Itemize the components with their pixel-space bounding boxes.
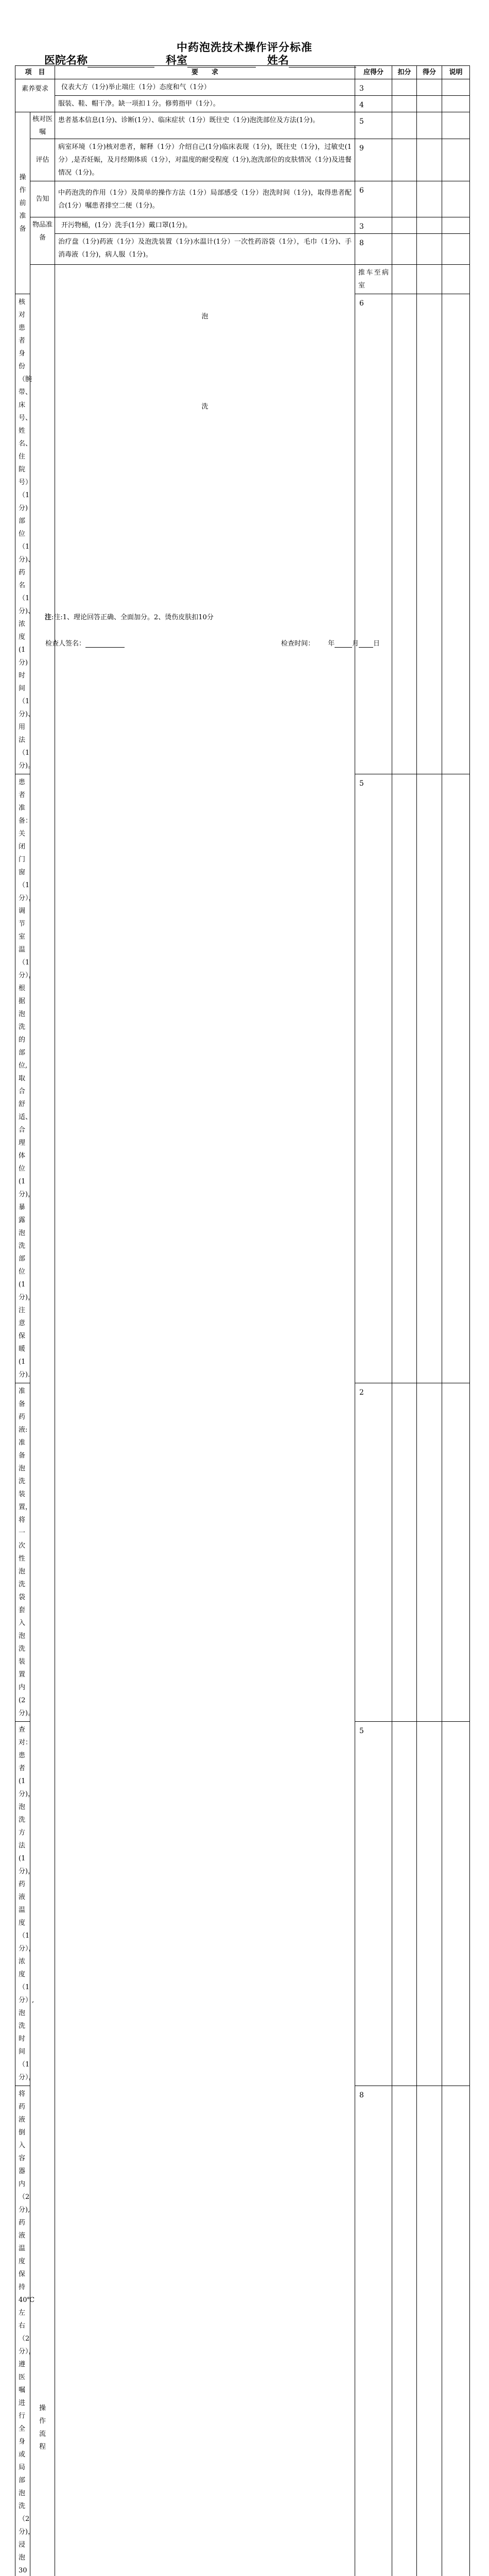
got-cell[interactable]: [417, 181, 442, 217]
got-cell[interactable]: [417, 294, 442, 774]
got-cell[interactable]: [417, 79, 442, 96]
requirement-cell: 病室环境（1分)核对患者，解释（1分）介绍自己(1分)临床表现（1分)，既往史（1分)，过敏史(1分）,是否妊娠，及月经期体质（1分），对温度的耐受程度（1分),泡洗部位的皮肤情况（1分)及进餐情况（1分)。: [55, 139, 355, 181]
table-row: [15, 96, 470, 112]
score-cell: 8: [355, 2086, 392, 2576]
day-blank[interactable]: [359, 640, 373, 648]
got-cell[interactable]: [442, 265, 470, 294]
note-cell[interactable]: [442, 79, 470, 96]
xi-char: 洗: [55, 400, 355, 413]
footnote-text: :注:1、理论回答正确、全面加分。2、烫伤皮肤扣10分: [51, 614, 214, 621]
requirement-cell: 服装、鞋、帽干净。缺一项扣１分。修剪指甲（1分）。: [55, 96, 355, 112]
table-row: [15, 112, 470, 139]
deduct-cell[interactable]: [392, 96, 417, 112]
got-cell[interactable]: [417, 1383, 442, 1722]
requirement-cell: 准备药液:准备泡洗装置，将一次性泡洗袋套入泡洗装置内(2分)。: [15, 1383, 30, 1722]
deduct-cell[interactable]: [417, 265, 442, 294]
note-cell[interactable]: [442, 217, 470, 234]
sub-check: 核对医嘱: [30, 112, 55, 139]
inspector-label: 检查人签名：: [45, 640, 85, 648]
inspection-time: [281, 638, 380, 648]
table-row: [15, 234, 470, 265]
footnote-prefix: 注: [45, 614, 51, 621]
inspector-blank[interactable]: [85, 640, 125, 648]
table-row: [15, 79, 470, 96]
note-cell[interactable]: [442, 139, 470, 181]
year-label: 年: [328, 640, 335, 648]
section-process: 操 作 流 程: [30, 265, 55, 2576]
requirement-cell: 仪表大方（1分)举止端庄（1分）态度和气（1分）: [55, 79, 355, 96]
col-requirement: 要 求: [55, 66, 355, 79]
note-cell[interactable]: [442, 234, 470, 265]
score-cell: [392, 265, 417, 294]
note-cell[interactable]: [442, 2086, 470, 2576]
requirement-cell: 将药液倒入容器内（2分),药液温度保持40℃左右（2分），遵医嘱进行全身或局部泡洗（2分)，浸泡30: [15, 2086, 30, 2576]
col-note: 说明: [442, 66, 470, 79]
table-row: [15, 139, 470, 181]
col-score: 应得分: [355, 66, 392, 79]
inspector-signature: [45, 638, 125, 648]
requirement-cell: 治疗盘（1分)药液（1分）及泡洗装置（1分)水温计(1分）一次性药浴袋（1分），毛巾（1分)、手消毒液（1分)，病人服（1分)。: [55, 234, 355, 265]
got-cell[interactable]: [417, 774, 442, 1383]
deduct-cell[interactable]: [392, 217, 417, 234]
deduct-cell[interactable]: [392, 181, 417, 217]
requirement-cell: 患者基本信息(1分)、诊断(1分）、临床症状（1分）既往史（1分)泡洗部位及方法(1分)。: [55, 112, 355, 139]
note-cell[interactable]: [442, 294, 470, 774]
hospital-label: 医院名称: [44, 54, 88, 66]
deduct-cell[interactable]: [392, 234, 417, 265]
note-cell[interactable]: [442, 1383, 470, 1722]
section-literacy: 素养要求: [15, 79, 55, 112]
deduct-cell[interactable]: [392, 2086, 417, 2576]
score-cell: 3: [355, 79, 392, 96]
score-cell: 2: [355, 1383, 392, 1722]
note-cell[interactable]: [442, 112, 470, 139]
note-cell[interactable]: [442, 96, 470, 112]
score-cell: 5: [355, 112, 392, 139]
requirement-cell: 开污物桶，(1分）洗手(1分）戴口罩(1分)。: [55, 217, 355, 234]
score-table: [15, 65, 470, 2576]
requirement-cell: 查对：患者(1分)，泡洗方法(1分)，药液温度（1分），浓度（1分）,泡洗时间（1分），: [15, 1722, 30, 2086]
got-cell[interactable]: [417, 217, 442, 234]
requirement-cell: 推车至病室: [355, 265, 392, 294]
got-cell[interactable]: [417, 139, 442, 181]
note-cell[interactable]: [442, 1722, 470, 2086]
requirement-cell: 患者准备：关闭门窗（1分），调节室温（1分），根据泡洗的部位,取合舒适、合理体位(1分)，暴露泡洗部位(1分)，注意保暖(1分).: [15, 774, 30, 1383]
day-label: 日: [373, 640, 380, 648]
requirement-cell: 中药泡洗的作用（1分）及简单的操作方法（1分）局部感受（1分）泡洗时间（1分)，取得患者配合(1分）嘱患者排空二便（1分)。: [55, 181, 355, 217]
col-deduct: 扣分: [392, 66, 417, 79]
deduct-cell[interactable]: [392, 79, 417, 96]
section-pre: 操 作 前 准 备: [15, 112, 30, 294]
got-cell[interactable]: [417, 96, 442, 112]
got-cell[interactable]: [417, 2086, 442, 2576]
got-cell[interactable]: [417, 1722, 442, 2086]
deduct-cell[interactable]: [392, 1722, 417, 2086]
score-cell: 6: [355, 294, 392, 774]
table-row: [15, 217, 470, 234]
month-blank[interactable]: [335, 640, 352, 648]
col-got: 得分: [417, 66, 442, 79]
got-cell[interactable]: [417, 234, 442, 265]
month-label: 月: [352, 640, 359, 648]
score-cell: 4: [355, 96, 392, 112]
table-row: [15, 265, 470, 294]
score-cell: 3: [355, 217, 392, 234]
got-cell[interactable]: [417, 112, 442, 139]
footnote: [45, 612, 214, 621]
score-cell: 6: [355, 181, 392, 217]
score-cell: 5: [355, 774, 392, 1383]
note-cell[interactable]: [442, 181, 470, 217]
sub-inform: 告知: [30, 181, 55, 217]
deduct-cell[interactable]: [392, 774, 417, 1383]
requirement-cell: 核对患者身份（腕带、床号、姓名、住院号）（1分)部位（1分)、药名（1分)、浓度(1分)时间（1分)、用法（1分)。: [15, 294, 30, 774]
table-row: [15, 181, 470, 217]
header-row: [15, 66, 470, 79]
deduct-cell[interactable]: [392, 1383, 417, 1722]
deduct-cell[interactable]: [392, 112, 417, 139]
pao-char: 泡: [55, 310, 355, 323]
time-label: 检查时间：: [281, 640, 315, 648]
score-cell: 9: [355, 139, 392, 181]
sub-items: 物品准备: [30, 217, 55, 265]
score-cell: 5: [355, 1722, 392, 2086]
dept-label: 科室: [166, 54, 187, 66]
note-cell[interactable]: [442, 774, 470, 1383]
deduct-cell[interactable]: [392, 294, 417, 774]
name-label: 姓名: [267, 54, 289, 66]
page-title: 中药泡洗技术操作评分标准: [0, 39, 489, 55]
col-item: 项 目: [15, 66, 55, 79]
sub-assess: 评估: [30, 139, 55, 181]
deduct-cell[interactable]: [392, 139, 417, 181]
score-cell: 8: [355, 234, 392, 265]
